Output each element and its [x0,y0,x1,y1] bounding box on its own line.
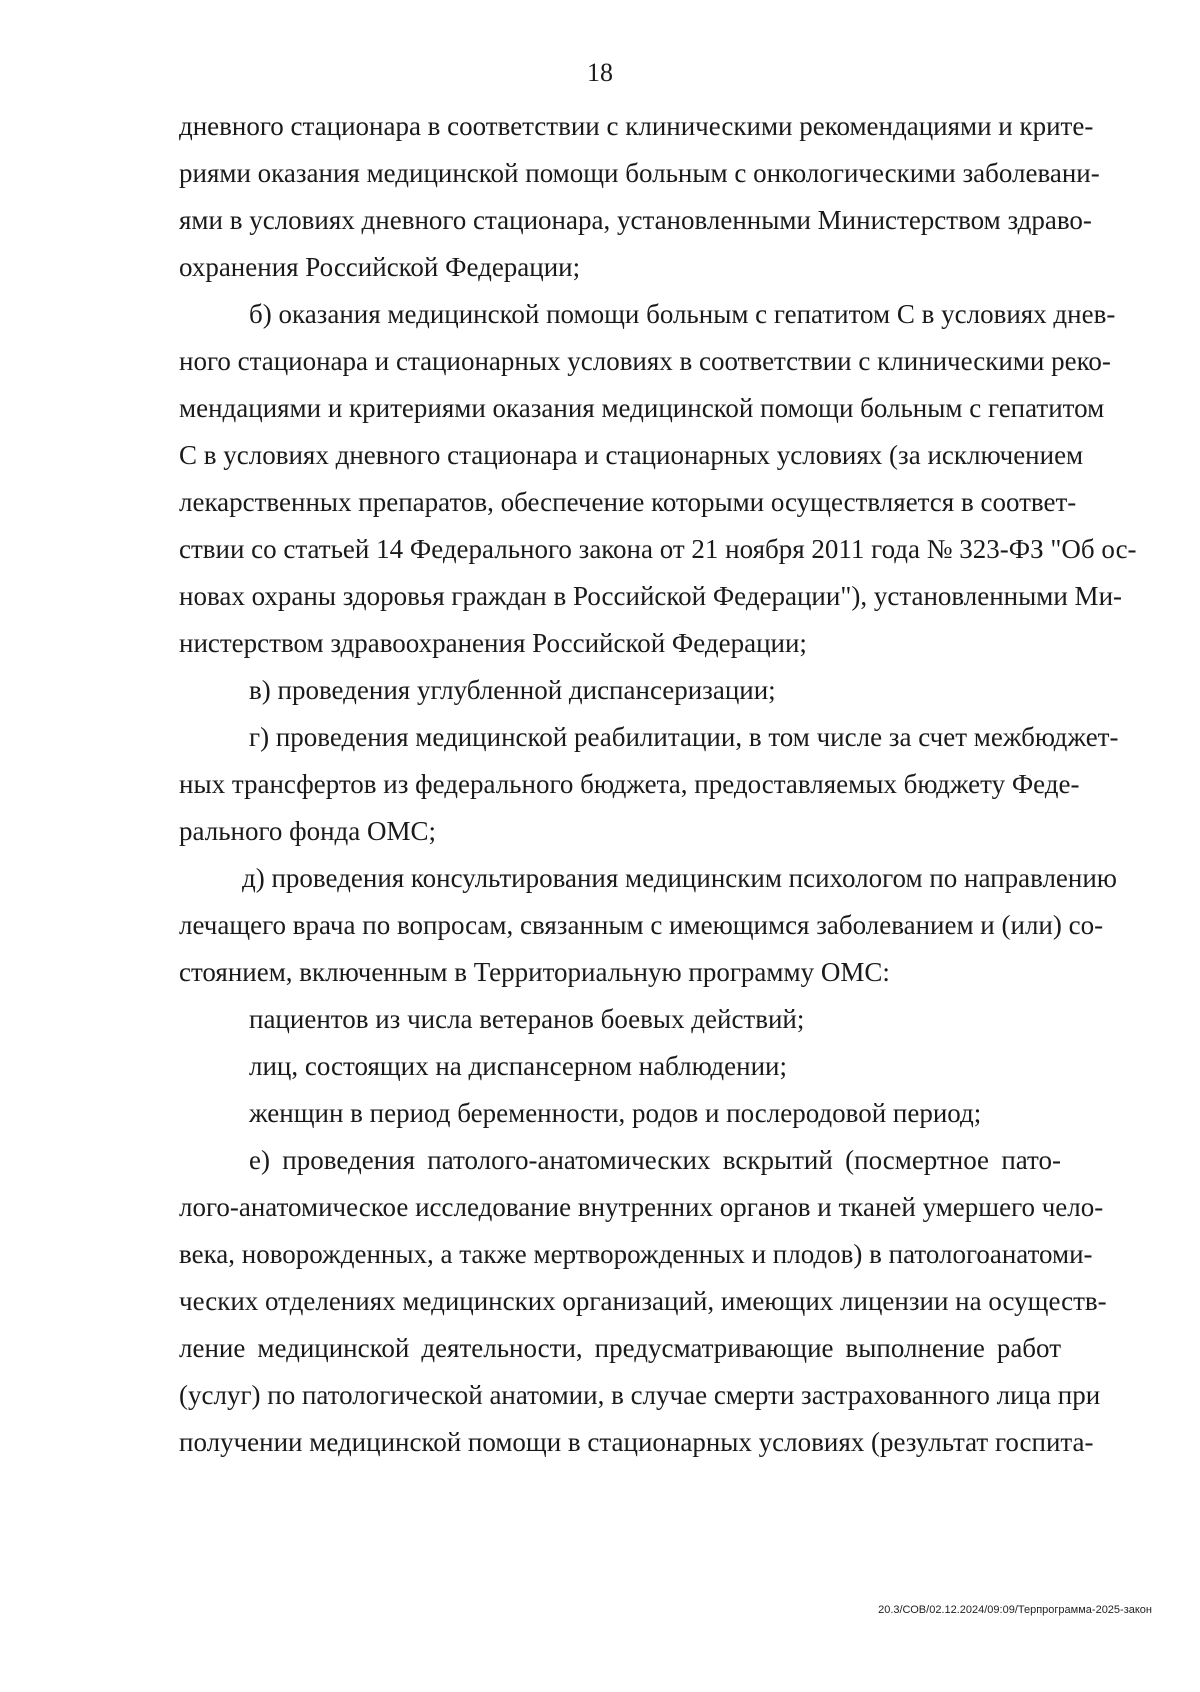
paragraph-v: в) проведения углубленной диспансеризации; [249,675,776,705]
body-text [179,103,1137,1466]
page-number: 18 [587,58,613,87]
text-line: мендациями и критериями оказания медицинской помощи больным с гепатитом [179,393,1105,423]
paragraph-e-start: е) проведения патолого-анатомических вскрытий (посмертное пато- [249,1145,1061,1175]
text-line: ных трансфертов из федерального бюджета, предоставляемых бюджету Феде- [179,769,1080,799]
text-line: новах охраны здоровья граждан в Российской Федерации"), установленными Ми- [179,581,1123,611]
list-item: лиц, состоящих на диспансерном наблюдении; [249,1051,787,1081]
text-line: века, новорожденных, а также мертворожденных и плодов) в патологоанатоми- [179,1239,1093,1269]
text-line: ствии со статьей 14 Федерального закона от 21 ноября 2011 года № 323-ФЗ "Об ос- [179,534,1137,564]
text-line: лекарственных препаратов, обеспечение которыми осуществляется в соответ- [179,487,1077,517]
text-line: получении медицинской помощи в стационарных условиях (результат госпита- [179,1427,1094,1457]
text-line: ями в условиях дневного стационара, установленными Министерством здраво- [179,205,1092,235]
text-line: рального фонда ОМС; [179,816,437,846]
text-line: дневного стационара в соответствии с клиническими рекомендациями и крите- [179,111,1094,141]
text-line: (услуг) по патологической анатомии, в случае смерти застрахованного лица при [179,1380,1101,1410]
text-line: С в условиях дневного стационара и стационарных условиях (за исключением [179,440,1084,470]
text-line: лого-анатомическое исследование внутренних органов и тканей умершего чело- [179,1192,1104,1222]
list-item: пациентов из числа ветеранов боевых действий; [249,1004,805,1034]
text-line: ление медицинской деятельности, предусматривающие выполнение работ [179,1333,1061,1363]
text-line: охранения Российской Федерации; [179,252,581,282]
text-line: ного стационара и стационарных условиях в соответствии с клиническими реко- [179,346,1111,376]
paragraph-b-start: б) оказания медицинской помощи больным с гепатитом С в условиях днев- [249,299,1116,329]
paragraph-d-start: д) проведения консультирования медицинским психологом по направлению [242,863,1117,893]
footer-document-code: 20.3/СОВ/02.12.2024/09:09/Терпрограмма-2025-закон [878,1604,1152,1616]
text-line: риями оказания медицинской помощи больным с онкологическими заболевани- [179,158,1100,188]
paragraph-g-start: г) проведения медицинской реабилитации, в том числе за счет межбюджет- [249,722,1119,752]
text-line: лечащего врача по вопросам, связанным с имеющимся заболеванием и (или) со- [179,910,1104,940]
text-line: ческих отделениях медицинских организаций, имеющих лицензии на осуществ- [179,1286,1107,1316]
text-line: нистерством здравоохранения Российской Федерации; [179,628,807,658]
list-item: женщин в период беременности, родов и послеродовой период; [249,1098,982,1128]
text-line: стоянием, включенным в Территориальную программу ОМС: [179,957,890,987]
